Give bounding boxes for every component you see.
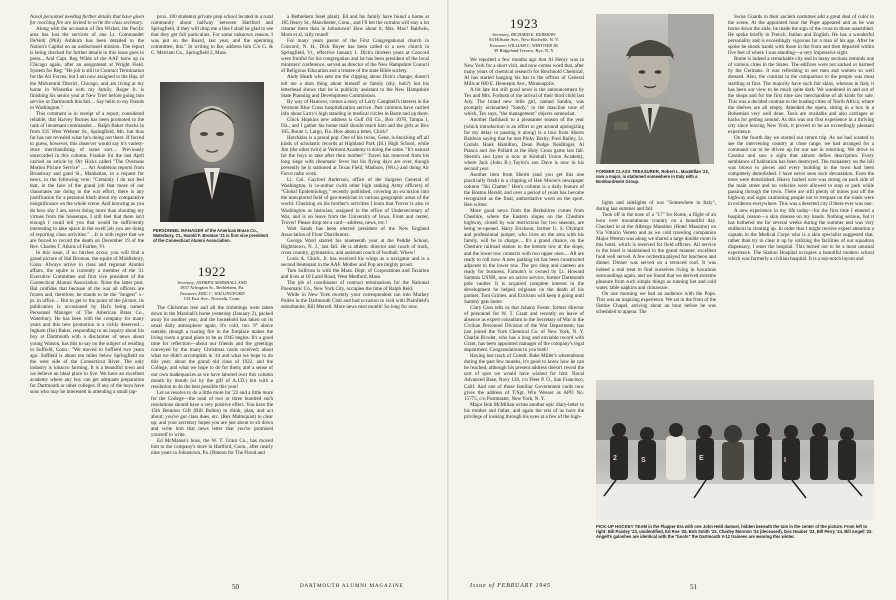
svg-text:2: 2: [613, 455, 617, 462]
paragraph: For many years pastor of the First Congregational church in Concord, N. H., Dick Boyer has been called to a new church in Springfield, Vt., effective January 1. Dick's thirteen years at Concord were fruitful for his congregation and he has been president of the local ministers' conference, served as director of the New Hampshire Council of Religious Education and a trustee of the state Bible society.: [281, 38, 429, 75]
class-treasurer: Treasurer, WILLIAM C. WHITTIER JR.: [489, 43, 559, 48]
paragraph: Clary Goss tells us that Johnny Foster, former director of personnel for W. T. Grant and recently on leave of absence as expert consultant to the Secretary of War in the Civilian Personnel Division of the War Department, has just joined the York Chemical Co. of New York, N. Y. Charlie Rivolet, who has a long and enviable record with Grant, has been appointed manager of the company's legal department. Congratulations to you both!: [464, 304, 584, 354]
paragraph: Chick Hopkins new address is Gulf Oil Co., Box 1078, Tampa 1, Fla., and I gather his home mail should reach him and the girls at Box 105, Route 1, Largo, Fla. How about a letter, Chick?: [281, 116, 429, 135]
class-1923-section: [464, 14, 584, 576]
paragraph: Ed McManus's boss, the W. T. Grant Co., has moved him to the company's store in Hartford, Conn., after nearly nine years in Johnstown, Pa. (Bmeon for The Flood and: [151, 438, 273, 457]
page-gutter: [447, 0, 449, 600]
paragraph: lights and sidelights of war "Somewhere in Italy", during last summer and fall.: [596, 200, 716, 213]
paragraph: a Bethlehem Steel plant). Ed and his family have found a home at 185 Henry St., Manchester, Conn., and I'll bet the curtains will stay a lot cleaner there than in Johnstown! How about it, Mrs. Mac? Baldwin, Mom et al, rally round!: [281, 14, 429, 39]
paragraph: In this issue, if no hitches occur, you will find a grand picture of Hal Broman, the squire of Middlebury, Conn. Always active in class and regional Alumni affairs, the squire is currently a member of the '21 Executive Committee and first vice president of the Connecticut Alumni Association. None the latter post. Hal confides that because of the war all officers are frozen and, therefore, he stands to be the "longest" v.-pr. in office.... But to get to the point of the picture, its publication is occasioned by Hal's being named Personnel Manager of The American Brass Co., Waterbury. He has been with the company for many years and this new promotion is a richly deserved.... Ingham (Ike) Baker, responding to an inquiry about his boy at Dartmouth with a disclaimer of news about young Watson, has this to say on the subject of residing in Suffield, Conn.: "We moved to Suffield two years ago. Suffield is about ten miles below Springfield on the west side of the Connecticut River. The only industry is tobacco farming. It is a beautiful town and we believe an ideal place to live. We have an excellent academy where any boy can get adequate preparation for Dartmouth or other colleges. If any of the boys have sons who may be interested in attending a small (ap-: [30, 249, 144, 395]
class-treasurer-address: 39 Ridgeland Terrace, Rye, N. Y.: [493, 48, 555, 54]
svg-text:E: E: [699, 455, 704, 462]
paragraph: While in New York recently your correspondent ran into Markey Pullen in the Dartmouth Club and had occasion to visit with Plainfield's suburbanite, Bill Merrell. More news next month! So long for now.: [281, 292, 429, 311]
portrait-image: [596, 14, 714, 164]
paragraph: Walt Sands has been elected president of the New England Association of Flour Distributors.: [281, 225, 429, 238]
svg-text:I: I: [784, 457, 786, 464]
right-col-2: [596, 200, 716, 376]
class-year-heading: 1923: [510, 16, 538, 31]
right-col-3: [728, 14, 874, 370]
paragraph: A new experience in my life today—for the first time I entered a hospital, reason—a skin disease on my hands. Nothing serious, but it has bothered me for several weeks during the summer and was very stubborn in clearing up. In order that I might receive expert attention a captain in the Medical Corps who is a skin specialist suggested that, rather than try to clear it up by utilizing the facilities of our squadron dispensary, I enter the hospital. This turned out to be a most unusual experience. The Station Hospital occupies a beautiful modern school which was formerly a civilian hospital. It is a top-notch layout and: [728, 207, 874, 262]
class-secretary: Secretary, ANDREW MARSHALL AND: [177, 280, 247, 285]
paragraph: We reported a few months ago that Al Henry was in New York for a short visit, and now comes word that, after many years of chemical research for Reichhold Chemical, Al has started hanging his hat in the offices of General Mills at 600 E. Hennepin Ave., Minneapolis.: [464, 57, 584, 88]
caption-text: Robert L. MacMillan '23, now a major, is stationed somewhere in Italy with a Bombardment Group.: [596, 169, 709, 185]
class-secretary: Secretary, RICHARD E. KERSHAW: [492, 32, 556, 37]
paragraph: Another item from Sherm (and you get this one practically fresh) is a clipping of Hen Moore's newspaper column "Ski Chatter." Hen's column is a daily feature of the Boston Herald, and over a period of years has become recognized as the final, authoritative word on the sport. Hen writes:: [464, 171, 584, 209]
paragraph: Louis A. Gluck, Jr. has received his wings as a navigator and is a second lieutenant in the AAF. Mother and Pop are mighty proud.: [281, 255, 429, 268]
paragraph: Let us resolve to do a little more for '22 and a little more for the College—the total of two or three hundred such resolutions should have a very positive effect. You have the 15th Reunion Gift (Bill Bullen) to think, plan, and act about; you've got class dues, etc. (Rex Malmquist) to clear up; and your secretary hopes you are just about to sit down and write him that news letter that you've promised yourself to write.: [151, 389, 273, 438]
paragraph: This comment is in receipt of a report, considered reliable, that Harvey Burnes has been promoted to the rank of lieutenant commander.... Ralph Baker checks in from 335 West Webster St., Springfield, Mo. but thus far has not revealed what he's doing out there. If forced to guess, however, this observer would say it's variety-store merchandising of some sort.... Previously unrecorded in this column. Frankie for the last April carried an article by Orr Hicks called "The Overseas Motion Picture Service" .... Art Anderson reports from Broadway and gand St., Manhattan, in a request for news, in the following vein: "Certainly I do not feel that, in the face of the grand job that more of our classmates are doing in the war effort, there is any justification for a personal blurb about my comparative insignificance on the whole scene. And knowing as you do how shy I am, never doing more than shouting my virtues from the housetops, I still feel that there isn't enough I could tell you that would be sufficiently interesting to take space in the swell job you are doing of reporting class activities." ...It is with regret that we are forced to record the death on December 19 of the Rev. Charles T. Atkins of Fairlee, Vt.: [30, 110, 144, 250]
paragraph: Along with the accession of Jim Wicker, the Pacific area has lost the services of one Lt. Commander DeVelit (Phil) Ashburn has been detailed to the Nation's Capital on an undisclosed mission. The report is being checked for further details in this issue goes to press....And Capt. Reg Wilde of the AAF turns up in Chicago again, after an assignment at Wright Field. System for Reg: "He job is still in Contract Termination for the Air Forces, but I am now assigned to the Hqs. of the Midcentral District, Chicago, and am living at my home in Winnetka with my family. Roger Jr. is finishing his senior year at New Trier before going into service or Dartmouth this fall.... Say hello to my friends in Washington.": [30, 26, 144, 111]
paragraph: George Ward started his nineteenth year at the Peddie School, Hightstown, N. J., last fall. He is athletic director and coach of track, cross country, gymnastics, and assistant coach of football. Whew!: [281, 237, 429, 256]
portrait-image: [160, 82, 264, 222]
paragraph: The Christmas tree and all the trimmings were taken down in the Marshall's home yesterday (January 2), packed away for another year, and the household has taken on its usual daily atmosphere again. It's cold, too. 9° above outside, though a roaring fire in the fireplace makes the living room a grand place to be as 1945 begins. It's a good time for reflection—about our friends and the greetings conveyed by the many Christmas cards received; about what we didn't accomplish in '44 and what we hope to do this year; about the grand old class of 1922, and the College, and what we hope to do for them; and a sense of our own inadequacies as we have labored over this column month by month (or by the gift of A.I.D.) but with a resolution to do the best possible this year!: [151, 305, 273, 390]
hockey-team-photo: [596, 380, 874, 520]
caption-label: PICK-UP HOCKEY TEAM: [596, 524, 648, 529]
broman-portrait-photo: [160, 82, 264, 222]
macmillan-portrait-photo: [596, 14, 714, 164]
paragraph: prox. 100 students) private prep school located in a rural community about halfway between Hartford and Springfield, if they will drop me a line I shall be glad to see that they get full particulars. For some unknown reason, I was put on the Board, last year, and the operating committee, this." In writing to Ike, address him C/o G. & C. Merriam Co., Springfield 2, Mass.: [151, 14, 273, 57]
right-page-number: 51: [690, 583, 697, 591]
paragraph: The job of coordinator of contract terminations for the National Pneumatic Co., New York City, occupies the time of Ralph Reid.: [281, 280, 429, 293]
paragraph: Another flashback to a pleasanter season of the year (which introduction is an effort to get around apologizing for my delay in passing it along) is a tour from Sherm Baldwin saying that he met Pinky Bixby, Fred Bailey, Lt. Comdr. Hank Hamilton, Dean Pudge Neidlinger, Al Pianca and Joe Pollard at the Holy Cross game last fall. Sherm's son Lynn is now at Kimball Union Academy, where Jack (John B.) Taylor's son Dave is now in his second year.: [464, 117, 584, 172]
caption-label: PERSONNEL MANAGER: [153, 228, 204, 233]
intro-note: Naval personnel needing further details that have given for reaching fire are invited to write the class secretary.: [30, 14, 144, 27]
left-col-1: [30, 14, 144, 576]
right-top-photo-caption: [596, 169, 716, 193]
svg-text:S: S: [641, 457, 646, 464]
class-treasurer: Treasurer, ERIC C. WALLINGFORD: [179, 291, 245, 296]
left-photo-caption: [153, 228, 273, 250]
caption-text: of the American Brass Co., Waterbury, Ct., Harold F. Broman '21 is first vice president of the Connecticut Alumni Association.: [153, 228, 269, 244]
class-year-heading: 1922: [198, 264, 226, 279]
paragraph: Hotchkiss is a proud pop. One of his twins, Gene, is knocking off all kinds of scholastic records at Highland Park (Ill.) High School, while Jim (the other twin) at Vermont Academy is doing the same. "It's natural for the boys to take after their mother!" Travel has removed from his long siege with rheumatic fever but his flying days are over, though presently he is stationed at Texas Field, Madison, (Wis.) and doing Air Force radio work.: [281, 134, 429, 178]
hockey-team-image: [596, 380, 874, 520]
caption-label: FORMER CLASS TREASURER,: [596, 169, 661, 174]
left-col-2-top: [151, 14, 273, 64]
paragraph: Rome is indeed a remarkable city and in many sections reminds one of various cities in the States. The edifices were not sacked or harmed by the Germans. It was refreshing to see men and women so well dressed. Also, the contrast in the comparison to the people was most startling at first. The majority have such fair skins, whereas in Italy it has been our view to be much quite dark. We wandered in and out of the shops and for the first time saw merchandise of all kinds for sale. This was a decided contrast to the leading cities of North Africa, where the shelves are all empty. Attended the opera, sitting in a box in a Bohemian very well done. Taxis are available and also carriages or hacks for getting around. As this was our first experience in a thriving city since leaving New York, it proved to be an exceedingly pleasant experience.: [728, 56, 874, 135]
class-treasurer-address: 133 East Ave., Norwalk, Conn.: [183, 296, 241, 302]
paragraph: A bit late but still good news is the announcement by Tex and Mrs. Forbush of the arrival of their third child last July. The brand new little girl, named Sandra, was promptly nicknamed "Sandy," to the mascline tone of which, Tex says, "the management" objects somewhat.: [464, 87, 584, 118]
left-col-3: [281, 14, 429, 576]
paragraph: Swiss Guards in their ancient costumes add a great deal of color to the scene. At the appointed hour the Pope appeared and as he was borne down the aisle, he made the sign of the cross to those assembled. He spoke briefly in French, Italian and English. He has a wonderful personality and is exceedingly vigorous for a man of his age. After he spoke he shook hands with those in the front and then departed within five feet of where I was standing—a very impressive sight.: [728, 14, 874, 57]
class-1922-section: [151, 262, 273, 576]
caption-text: in the Flapper Era with one John Held damsel, hidden beneath the tam in the center of the picture. From left to right: Bill Paisley '23, unidentified, Ed Roe '25, Bob Smith '23, Charley Mormon '24 (deceased), Doc Hauber '23, Bill Perry '24, Bill Angell '23. Angell's galoshes are identical with the "boots" the Dartmouth V-12 trainees are wearing this winter.: [596, 524, 873, 540]
magazine-title: DARTMOUTH ALUMNI MAGAZINE: [300, 583, 404, 589]
paragraph: More good news from the Berkshires comes from Cheshire, where the Eastern slopes on the Cheshire highway, closed by war restrictions for two seasons, are being re-opened. Harry Erickson, former U. S. Olympic and professional jumper, who lives on the area with his family, will be in charge.... It's a grand chance, on the Cheshire railroad station to the bottom tow at the slope, and the lower tow connects with two upper ones.... All are ready to roll now. A new parking lot has been constructed adjacent to the lower tow. The pro shop and canteen are ready for business. Farnum's is owned by Lt. Howard Sammis USNR, now on active service, former Dartmouth pole vaulter. It is acquired complete interest in the development he helped originate on the death of his partner, Tom Grimes, and Erickson will keep it going until Sammy gets home.: [464, 208, 584, 305]
paragraph: On the fourth day we started our return trip. As we had wanted to see the intervening country at close range, we had arranged for a command car to be driven up for our use in returning. We drove to Cassino and saw a sight that almost defies description. Every semblance of habitation has been destroyed. The monastery on the hill was blown to pieces and every building in the town had been completely demolished. I have never seen such devastation. Even the trees were demolished. Heavy barbed wire was strung on each side of the main street and no vehicles were allowed to stop or park while passing through the town. There are still plenty of mines just off the highway and signs cautioning people not to trespass on the roads were in evidence everywhere. This was a deserted city if there ever was one.: [728, 134, 874, 208]
paragraph: Took off in the nose of a "17" for Rome, a flight of an hour over mountainous country on a beautiful day. Checked in at the Albergo Massimo (Hotel Massimo) on Via Vittorio Veneto and as we cold traveling companion Major Weston was along we shared a large double room in this hotel, which is reserved for field officers. All service in the hotel is maintained in the grand manner, excellent food well served. A few orchestra played for luncheon and dinner. Dinner was served on a terraced roof. It was indeed a real treat to find ourselves living in luxurious surroundings again, and we found that we derived extreme pleasure from such simple things as running hot and cold water, table napkins and chinaware.: [596, 212, 716, 291]
paragraph: Lt. Col. Gaylord Anderson, office of the Surgeon General of Washington, is co-author (with other high ranking Army officers) of "Global Epidemiology," recently published, covering an excursion into the unexplored field of geo-medicine in various geographic areas of the world. Checking on his brother's activities I learn that Trover is also in Washington as historian, assigned to the office of Undersecretary of War, and is on leave from the University of Iowa. Front and center, Trover! Please drop me a card—address, news, etc.!: [281, 177, 429, 226]
issue-label: Issue of FEBRUARY 1945: [470, 583, 551, 589]
hockey-photo-caption: [596, 524, 874, 576]
paragraph: Andy Heath who sent me the clipping about Dick's change, doesn't tell me a darn thing about himself or family (shy, huh?) but his letterhead shows that he is publicity assistant to the New Hampshire State Planning and Development Commission.: [281, 74, 429, 99]
paragraph: On one morning we had an audience with the Pope. This was an inspiring experience. We sat in the front of the Sistine Chapel, arriving about an hour before he was scheduled to appear. The: [596, 290, 716, 315]
paragraph: Having lost track of Comdr. Bake Miller's whereabouts during the past few months, it's good to know how he can be reached, although his present address doesn't reveal the sort of spot we would have wished for him: Naval Advanced Base, Navy 128, c/o Fleet P. O., San Francisco, Calif. And one of those familiar Government cards now gives the address of T/Sgt. Win Wesser as APO No. 15775, c/o Postmaster, New York, N. Y.: [464, 353, 584, 402]
class-secretary-address: 84 Hillside Ave., New Rochelle, N. Y.: [489, 37, 559, 43]
paragraph: By way of Hanover, comes a story of Larry Campbell's interest in the Vermont Blue Cross hospitalization service. Past columns have carried info about Larry's high standing in medical circles in Barre and up there.: [281, 98, 429, 117]
class-secretary-address: 1857 Arlington St., Bethlehem, Pa.: [179, 285, 245, 291]
paragraph: Tom Sullivan is with the Mass. Dept. of Corporations and Taxation and lives at 10 Laird Road, West Medford, Mass.: [281, 267, 429, 281]
left-page-number: 50: [232, 583, 239, 591]
paragraph: Major Bob McMillan writes another epic diary-letter to his mother and father, and again the rest of us have the privilege of looking through his eyes at a few of the high-: [464, 401, 584, 420]
